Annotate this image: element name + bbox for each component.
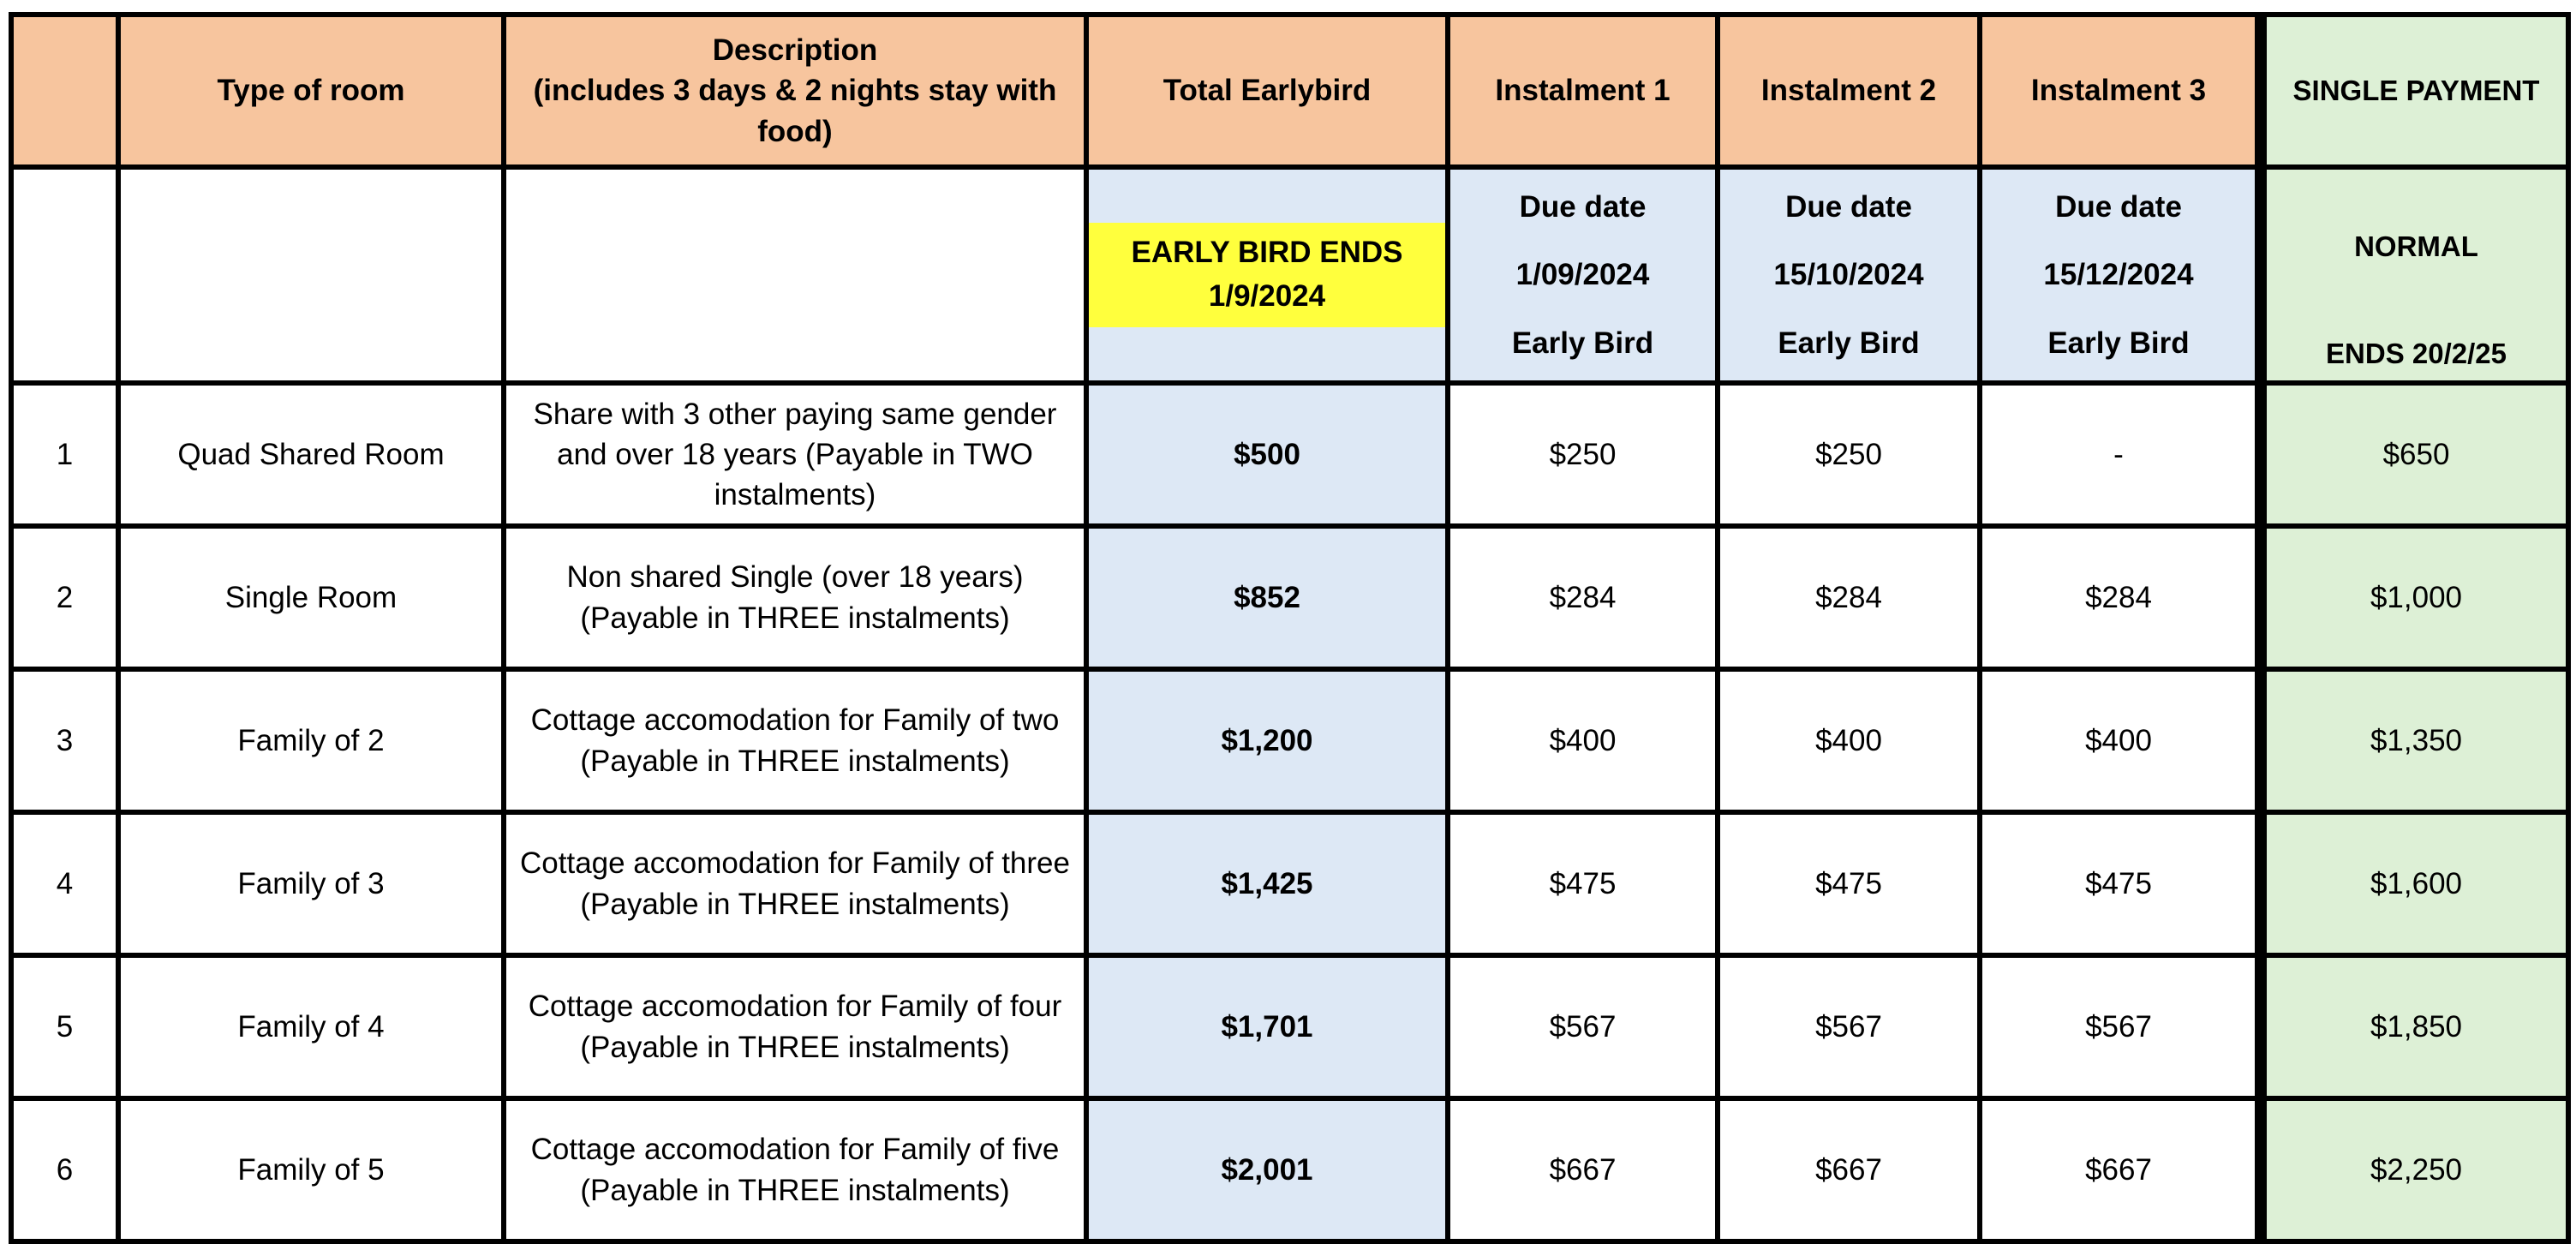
early-bird-label: Early Bird: [2047, 326, 2190, 360]
single-payment-amount: $1,600: [2261, 812, 2568, 955]
total-earlybird-price: $500: [1086, 383, 1448, 526]
row-number: 2: [11, 526, 118, 669]
instalment-3-amount: -: [1980, 383, 2261, 526]
room-type: Family of 4: [118, 955, 504, 1098]
instalment-1-amount: $667: [1448, 1098, 1718, 1241]
normal-ends-label: ENDS 20/2/25: [2326, 338, 2507, 370]
room-description: Cottage accomodation for Family of three (Payable in THREE instalments): [504, 812, 1086, 955]
table-row: [11, 955, 2568, 1098]
room-description: Cottage accomodation for Family of five (Payable in THREE instalments): [504, 1098, 1086, 1241]
header-row: [11, 15, 2568, 167]
normal-price-cell: [2261, 167, 2568, 383]
room-description: Non shared Single (over 18 years) (Payable in THREE instalments): [504, 526, 1086, 669]
early-bird-label: Early Bird: [1778, 326, 1920, 360]
due-date-label: Due date: [1519, 190, 1647, 224]
instalment-1-amount: $475: [1448, 812, 1718, 955]
instalment-3-amount: $567: [1980, 955, 2261, 1098]
instalment-3-due-cell: [1980, 167, 2261, 383]
row-number: 4: [11, 812, 118, 955]
table-row: [11, 383, 2568, 526]
single-payment-amount: $650: [2261, 383, 2568, 526]
header-description-note: (includes 3 days & 2 nights stay with food): [533, 74, 1057, 148]
room-description: Cottage accomodation for Family of two (Payable in THREE instalments): [504, 669, 1086, 812]
header-single-payment: SINGLE PAYMENT: [2261, 15, 2568, 167]
normal-label: NORMAL: [2354, 230, 2478, 262]
instalment-3-due-date: 15/12/2024: [2043, 258, 2194, 292]
instalment-2-amount: $667: [1718, 1098, 1980, 1241]
header-instalment-3: Instalment 3: [1980, 15, 2261, 167]
total-earlybird-price: $1,425: [1086, 812, 1448, 955]
room-type: Family of 5: [118, 1098, 504, 1241]
row-number: 5: [11, 955, 118, 1098]
instalment-1-amount: $284: [1448, 526, 1718, 669]
instalment-3-amount: $284: [1980, 526, 2261, 669]
instalment-2-due-date: 15/10/2024: [1773, 258, 1924, 292]
row-number: 6: [11, 1098, 118, 1241]
total-earlybird-price: $1,701: [1086, 955, 1448, 1098]
room-type: Quad Shared Room: [118, 383, 504, 526]
total-earlybird-price: $2,001: [1086, 1098, 1448, 1241]
room-type: Family of 2: [118, 669, 504, 812]
instalment-2-amount: $250: [1718, 383, 1980, 526]
room-type: Family of 3: [118, 812, 504, 955]
subheader-empty-desc: [504, 167, 1086, 383]
table-row: [11, 1098, 2568, 1241]
instalment-2-amount: $567: [1718, 955, 1980, 1098]
instalment-2-amount: $400: [1718, 669, 1980, 812]
total-earlybird-price: $1,200: [1086, 669, 1448, 812]
total-earlybird-price: $852: [1086, 526, 1448, 669]
instalment-1-amount: $567: [1448, 955, 1718, 1098]
instalment-2-due-cell: [1718, 167, 1980, 383]
row-number: 3: [11, 669, 118, 812]
instalment-1-due-cell: [1448, 167, 1718, 383]
header-room-type: Type of room: [118, 15, 504, 167]
room-description: Cottage accomodation for Family of four (Payable in THREE instalments): [504, 955, 1086, 1098]
single-payment-amount: $2,250: [2261, 1098, 2568, 1241]
early-bird-ends-banner: EARLY BIRD ENDS 1/9/2024: [1089, 223, 1445, 327]
instalment-2-amount: $284: [1718, 526, 1980, 669]
room-type: Single Room: [118, 526, 504, 669]
due-date-label: Due date: [2055, 190, 2182, 224]
instalment-3-amount: $400: [1980, 669, 2261, 812]
early-bird-label: Early Bird: [1511, 326, 1654, 360]
due-date-label: Due date: [1785, 190, 1912, 224]
table-row: [11, 526, 2568, 669]
instalment-1-due-date: 1/09/2024: [1515, 258, 1650, 292]
instalment-2-amount: $475: [1718, 812, 1980, 955]
header-description-title: Description: [712, 33, 878, 68]
header-instalment-2: Instalment 2: [1718, 15, 1980, 167]
header-instalment-1: Instalment 1: [1448, 15, 1718, 167]
subheader-row: [11, 167, 2568, 383]
header-description: [504, 15, 1086, 167]
table-row: [11, 669, 2568, 812]
subheader-empty-room: [118, 167, 504, 383]
single-payment-amount: $1,000: [2261, 526, 2568, 669]
header-num: [11, 15, 118, 167]
table-row: [11, 812, 2568, 955]
instalment-1-amount: $250: [1448, 383, 1718, 526]
header-total-earlybird: Total Earlybird: [1086, 15, 1448, 167]
subheader-empty-num: [11, 167, 118, 383]
pricing-table: [9, 12, 2571, 1244]
instalment-3-amount: $667: [1980, 1098, 2261, 1241]
single-payment-amount: $1,850: [2261, 955, 2568, 1098]
room-description: Share with 3 other paying same gender and over 18 years (Payable in TWO instalments): [504, 383, 1086, 526]
row-number: 1: [11, 383, 118, 526]
early-bird-ends-cell: [1086, 167, 1448, 383]
instalment-3-amount: $475: [1980, 812, 2261, 955]
single-payment-amount: $1,350: [2261, 669, 2568, 812]
instalment-1-amount: $400: [1448, 669, 1718, 812]
